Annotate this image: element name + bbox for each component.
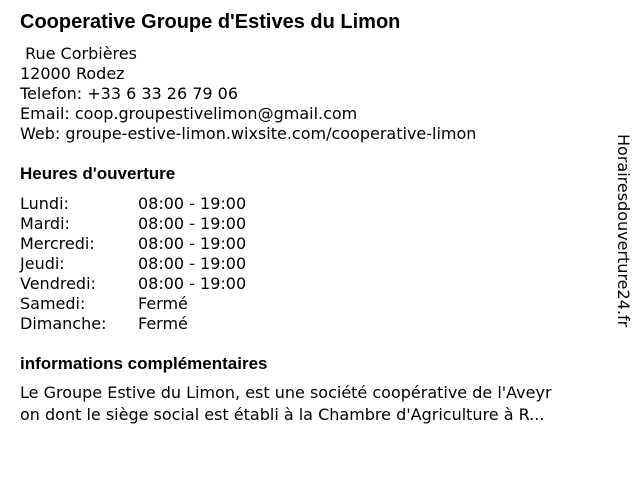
- day-label: Mardi:: [20, 214, 70, 233]
- street-line: Rue Corbières: [20, 44, 137, 63]
- email-line: Email: coop.groupestivelimon@gmail.com: [20, 104, 358, 123]
- hours-row-monday: [20, 194, 246, 214]
- business-title: Cooperative Groupe d'Estives du Limon: [20, 11, 401, 33]
- phone-line: Telefon: +33 6 33 26 79 06: [20, 84, 239, 103]
- hours-value: 08:00 - 19:00: [138, 254, 247, 273]
- additional-info-heading: informations complémentaires: [20, 354, 268, 373]
- hours-row-thursday: [20, 254, 246, 274]
- hours-row-sunday: [20, 314, 246, 334]
- hours-value: 08:00 - 19:00: [138, 234, 247, 253]
- hours-row-wednesday: [20, 234, 246, 254]
- hours-value: 08:00 - 19:00: [138, 274, 247, 293]
- day-label: Vendredi:: [20, 274, 96, 293]
- day-label: Jeudi:: [20, 254, 65, 273]
- hours-value: Fermé: [138, 294, 188, 313]
- vertical-site-label: Horairesdouverture24.fr: [614, 134, 633, 328]
- hours-value: 08:00 - 19:00: [138, 194, 247, 213]
- hours-value: 08:00 - 19:00: [138, 214, 247, 233]
- description-line: Le Groupe Estive du Limon, est une société coopérative de l'Aveyr: [20, 383, 552, 402]
- city-line: 12000 Rodez: [20, 64, 125, 83]
- hours-row-friday: [20, 274, 246, 294]
- hours-row-saturday: [20, 294, 246, 314]
- hours-row-tuesday: [20, 214, 246, 234]
- contact-block: [20, 44, 476, 144]
- website-line: Web: groupe-estive-limon.wixsite.com/cooperative-limon: [20, 124, 477, 143]
- day-label: Lundi:: [20, 194, 69, 213]
- day-label: Mercredi:: [20, 234, 95, 253]
- day-label: Dimanche:: [20, 314, 107, 333]
- description-line: on dont le siège social est établi à la Chambre d'Agriculture à R...: [20, 405, 545, 424]
- additional-info-text: [20, 382, 620, 426]
- hours-value: Fermé: [138, 314, 188, 333]
- day-label: Samedi:: [20, 294, 86, 313]
- opening-hours-list: [20, 194, 246, 334]
- opening-hours-heading: Heures d'ouverture: [20, 164, 176, 183]
